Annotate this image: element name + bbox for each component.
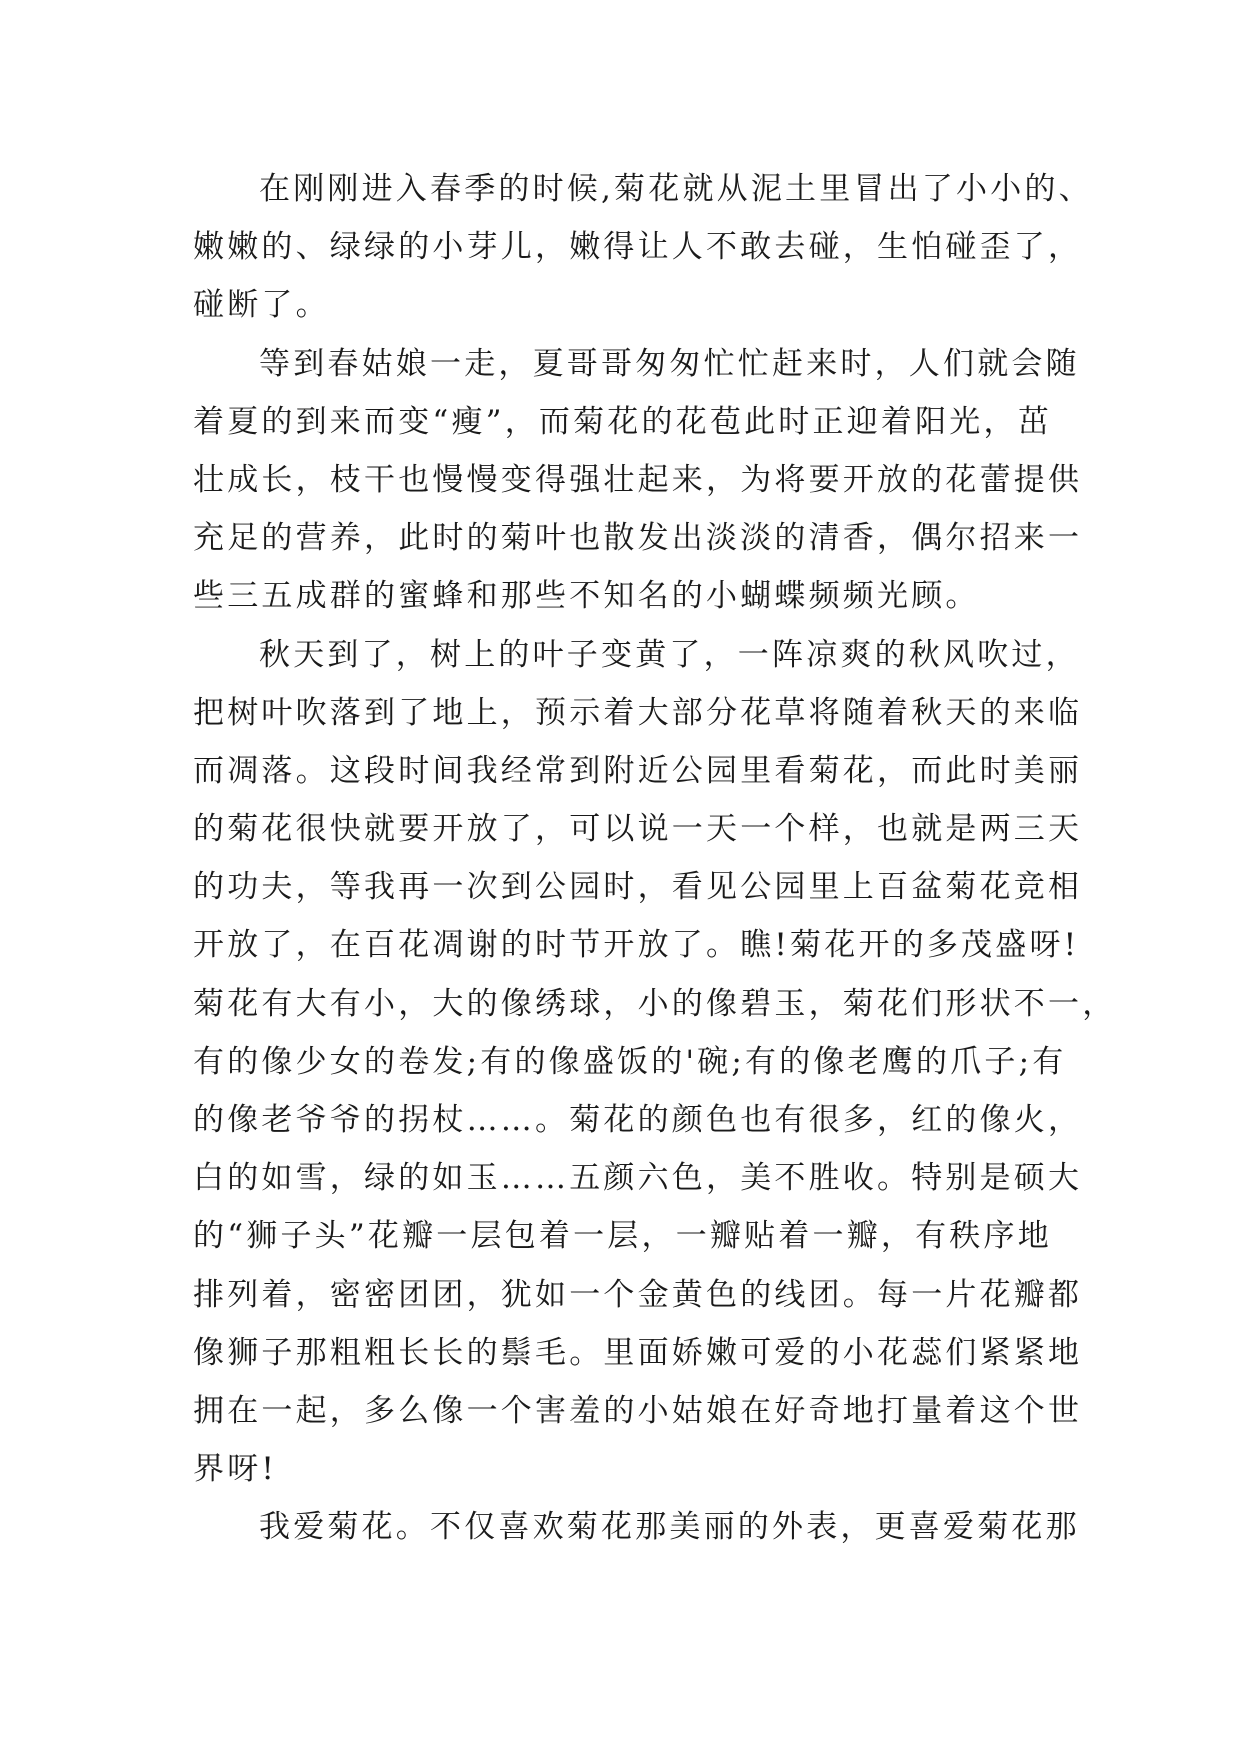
text-line: 碰断了。 [193,287,330,324]
text-line: 界呀! [193,1451,278,1488]
text-line: 白的如雪，绿的如玉……五颜六色，美不胜收。特别是硕大 [193,1160,1083,1197]
text-line: 的像老爷爷的拐杖……。菊花的颜色也有很多，红的像火， [193,1102,1083,1138]
text-line: 把树叶吹落到了地上，预示着大部分花草将随着秋天的来临 [193,694,1083,731]
text-line: 嫩嫩的、绿绿的小芽儿，嫩得让人不敢去碰，生怕碰歪了， [193,229,1083,266]
text-line: 在刚刚进入春季的时候,菊花就从泥土里冒出了小小的、 [259,171,1093,207]
text-line: 壮成长，枝干也慢慢变得强壮起来，为将要开放的花蕾提供 [193,461,1083,498]
text-line: 排列着，密密团团，犹如一个金黄色的线团。每一片花瓣都 [193,1276,1083,1313]
text-line: 的功夫，等我再一次到公园时，看见公园里上百盆菊花竞相 [193,869,1083,906]
text-line: 我爱菊花。不仅喜欢菊花那美丽的外表，更喜爱菊花那 [259,1509,1080,1546]
text-line: 着夏的到来而变“瘦”，而菊花的花苞此时正迎着阳光，茁 [193,403,1052,440]
text-line: 些三五成群的蜜蜂和那些不知名的小蝴蝶频频光顾。 [193,578,980,615]
text-line: 而凋落。这段时间我经常到附近公园里看菊花，而此时美丽 [193,752,1083,789]
text-line: 拥在一起，多么像一个害羞的小姑娘在好奇地打量着这个世 [193,1392,1083,1429]
text-line: 开放了，在百花凋谢的时节开放了。瞧!菊花开的多茂盛呀! [193,927,1080,964]
text-line: 充足的营养，此时的菊叶也散发出淡淡的清香，偶尔招来一 [193,520,1083,557]
text-line: 秋天到了，树上的叶子变黄了，一阵凉爽的秋风吹过， [259,636,1080,673]
text-line: 的“狮子头”花瓣一层包着一层，一瓣贴着一瓣，有秩序地 [193,1218,1052,1255]
text-line: 菊花有大有小，大的像绣球，小的像碧玉，菊花们形状不一， [193,985,1117,1022]
text-line: 等到春姑娘一走，夏哥哥匆匆忙忙赶来时，人们就会随 [259,345,1080,382]
text-line: 像狮子那粗粗长长的鬃毛。里面娇嫩可爱的小花蕊们紧紧地 [193,1334,1083,1371]
essay-body [193,160,1117,1557]
text-line: 的菊花很快就要开放了，可以说一天一个样，也就是两三天 [193,811,1083,848]
text-line: 有的像少女的卷发;有的像盛饭的'碗;有的像老鹰的爪子;有 [193,1043,1067,1080]
